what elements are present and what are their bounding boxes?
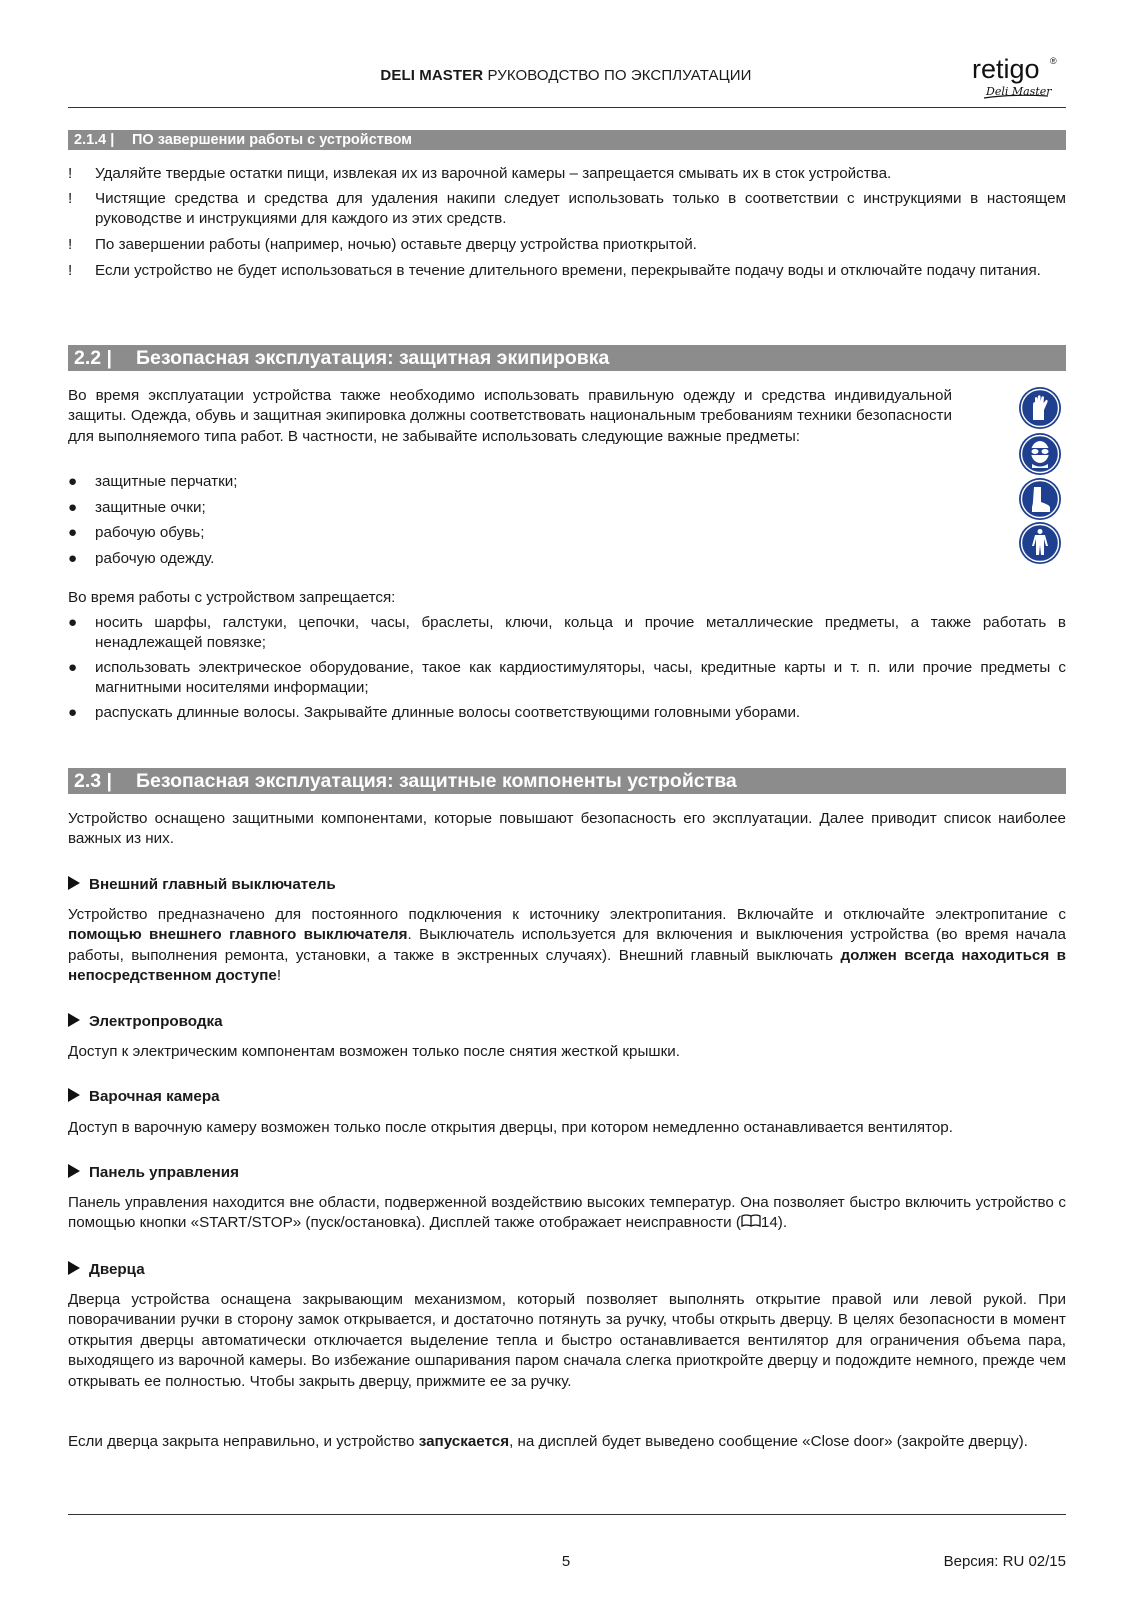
footer-rule	[68, 1514, 1066, 1515]
list-item: ● носить шарфы, галстуки, цепочки, часы, браслеты, ключи, кольца и прочие металлические предметы, а также работать в ненадлежащей повязке;	[68, 614, 1066, 652]
triangle-bullet-icon	[68, 1164, 80, 1178]
prohibited-intro: Во время работы с устройством запрещается:	[68, 589, 396, 606]
section-number: 2.1.4 |	[74, 132, 115, 148]
section-title: Безопасная эксплуатация: защитная экипировка	[136, 347, 610, 369]
section-number: 2.2 |	[74, 347, 112, 369]
triangle-bullet-icon	[68, 876, 80, 890]
control-panel-text: Панель управления находится вне области, подверженной воздействию высоких температур. Она позволяет быстро включить устройство с помощью кнопки «START/STOP» (пуск/остановка). Дисплей также отображает неисправности ( 14).	[68, 1194, 1066, 1232]
logo-subtitle: Deli Master	[986, 85, 1052, 98]
bullet: ●	[68, 524, 78, 541]
bullet: ●	[68, 659, 78, 676]
triangle-bullet-icon	[68, 1013, 80, 1027]
list-item: ● защитные перчатки;	[68, 472, 1066, 492]
door-text: Дверца устройства оснащена закрывающим механизмом, который позволяет выполнять открытие правой или левой рукой. При поворачивании ручки в сторону замок открывается, и достаточно потянуть за ручку, чтобы открыть дверцу. В целях безопасности в момент открытия дверцы автоматически отключается выделение тепла и быстро останавливается вентилятор для ограничения объема пара, выходящего из варочной камеры. Во избежание ошпаривания паром сначала слегка приоткройте дверцу и подождите немного, прежде чем открывать ее полностью. Чтобы закрыть дверцу, прижмите ее за ручку.	[68, 1291, 1066, 1390]
list-item: ● распускать длинные волосы. Закрывайте длинные волосы соответствующими головными уборами.	[68, 703, 1066, 723]
list-item: ! Если устройство не будет использоваться в течение длительного времени, перекрывайте подачу воды и отключайте подачу питания.	[68, 261, 1066, 281]
ppe-intro: Во время эксплуатации устройства также необходимо использовать правильную одежду и средства индивидуальной защиты. Одежда, обувь и защитная экипировка должны соответствовать национальным требованиям техники безопасности для выполняемого типа работ. В частности, не забывайте использовать следующие важные предметы:	[68, 387, 952, 445]
subheading-wiring: Электропроводка	[68, 1013, 223, 1030]
subheading-main-switch: Внешний главный выключатель	[68, 876, 336, 893]
book-icon	[741, 1214, 761, 1228]
bullet: ●	[68, 704, 78, 721]
list-item: ● рабочую обувь;	[68, 523, 1066, 543]
list-item: ! Чистящие средства и средства для удаления накипи следует использовать только в соответствии с инструкциями в настоящем руководстве и инструкциями для каждого из этих средств.	[68, 190, 1066, 228]
door-warning-text: Если дверца закрыта неправильно, и устройство запускается, на дисплей будет выведено сообщение «Close door» (закройте дверцу).	[68, 1433, 1028, 1450]
manual-title: РУКОВОДСТВО ПО ЭКСПЛУАТАЦИИ	[483, 67, 752, 84]
warning-marker: !	[68, 262, 73, 279]
section-title: ПО завершении работы с устройством	[132, 132, 412, 148]
list-item: ! По завершении работы (например, ночью) оставьте дверцу устройства приоткрытой.	[68, 235, 1066, 255]
warning-marker: !	[68, 236, 73, 253]
section-2-2-heading	[68, 345, 1066, 371]
list-item: ● рабочую одежду.	[68, 549, 1066, 569]
bullet: ●	[68, 499, 78, 516]
components-intro: Устройство оснащено защитными компонентами, которые повышают безопасность его эксплуатации. Далее приводит список наиболее важных из них.	[68, 810, 1066, 848]
list-item: ● защитные очки;	[68, 498, 1066, 518]
section-2-1-4-heading	[68, 130, 1066, 150]
logo-registered-mark: ®	[1050, 56, 1057, 66]
section-2-3-heading	[68, 768, 1066, 794]
warning-marker: !	[68, 190, 73, 207]
retigo-logo	[970, 52, 1062, 102]
subheading-cooking-chamber: Варочная камера	[68, 1088, 220, 1105]
subheading-control-panel: Панель управления	[68, 1164, 239, 1181]
goggles-icon	[1018, 432, 1062, 476]
list-item: ● использовать электрическое оборудование, такое как кардиостимуляторы, часы, кредитные карты и т. п. или прочие предметы с магнитными носителями информации;	[68, 659, 1066, 697]
overall-icon	[1018, 521, 1062, 565]
gloves-icon	[1018, 386, 1062, 430]
version-label: Версия: RU 02/15	[943, 1553, 1066, 1570]
bullet: ●	[68, 550, 78, 567]
bullet: ●	[68, 473, 78, 490]
triangle-bullet-icon	[68, 1088, 80, 1102]
warning-marker: !	[68, 165, 73, 182]
logo-wordmark: retigo	[972, 54, 1040, 84]
list-item: ! Удаляйте твердые остатки пищи, извлекая их из варочной камеры – запрещается смывать их в сток устройства.	[68, 164, 1066, 184]
wiring-text: Доступ к электрическим компонентам возможен только после снятия жесткой крышки.	[68, 1043, 680, 1060]
section-title: Безопасная эксплуатация: защитные компоненты устройства	[136, 770, 737, 792]
boots-icon	[1018, 477, 1062, 521]
triangle-bullet-icon	[68, 1261, 80, 1275]
section-number: 2.3 |	[74, 770, 112, 792]
chamber-text: Доступ в варочную камеру возможен только после открытия дверцы, при котором немедленно останавливается вентилятор.	[68, 1119, 953, 1136]
header-rule	[68, 107, 1066, 108]
main-switch-text: Устройство предназначено для постоянного подключения к источнику электропитания. Включайте и отключайте электропитание с помощью внешнего главного выключателя. Выключатель используется для включения и выключения устройства (во время начала работы, выполнения ремонта, установки, а также в экстренных случаях). Внешний главный выключать должен всегда находиться в непосредственном доступе!	[68, 906, 1066, 985]
page-number: 5	[561, 1553, 571, 1570]
product-name: DELI MASTER	[380, 67, 484, 84]
bullet: ●	[68, 614, 78, 631]
subheading-door: Дверца	[68, 1261, 145, 1278]
document-title	[0, 67, 1132, 84]
